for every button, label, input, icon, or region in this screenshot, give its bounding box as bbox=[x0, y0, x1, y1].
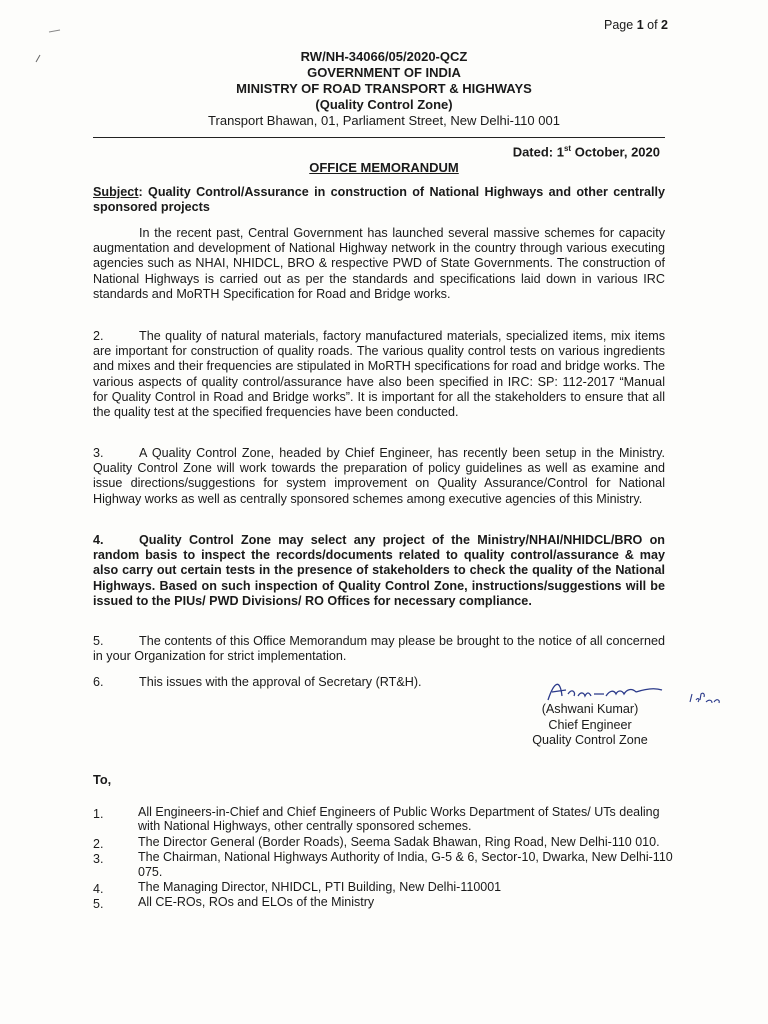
paragraph-3: 3. A Quality Control Zone, headed by Chief Engineer, has recently been setup in the Ministry. Quality Control Zone will work towards the preparation of policy guidelines as well as examine and issue directions/suggestions for system improvement on Quality Assurance/Control for National Highway works as well as centrally sponsored schemes among executive agencies of this Ministry. bbox=[93, 446, 665, 506]
paragraph-5: 5. The contents of this Office Memorandum may please be brought to the notice of all concerned in your Organization for strict implementation. bbox=[93, 634, 665, 664]
header-ministry: MINISTRY OF ROAD TRANSPORT & HIGHWAYS bbox=[236, 81, 532, 96]
page-number: Page 1 of 2 bbox=[604, 18, 668, 32]
subject-line: Subject: Quality Control/Assurance in construction of National Highways and other centrally sponsored projects bbox=[93, 185, 665, 215]
list-item: 4. The Managing Director, NHIDCL, PTI Building, New Delhi-110001 bbox=[93, 880, 502, 897]
paragraph-1: In the recent past, Central Government has launched several massive schemes for capacity augmentation and development of National Highway network in the country through various executing agencies such as NHAI, NHIDCL, BRO & respective PWD of State Governments. The construction of National Highways is carried out as per the standards and specifications laid down in various IRC standards and MoRTH Specification for Road and Bridge works. bbox=[93, 226, 665, 301]
list-item: 3. The Chairman, National Highways Authority of India, G-5 & 6, Sector-10, Dwarka, New Delhi-110 075. bbox=[93, 850, 673, 879]
paragraph-6: 6. This issues with the approval of Secretary (RT&H). bbox=[93, 675, 422, 689]
signatory-office: Quality Control Zone bbox=[532, 733, 648, 747]
memo-date: Dated: 1st October, 2020 bbox=[512, 144, 660, 160]
scan-mark-icon bbox=[48, 28, 62, 34]
signatory-name: (Ashwani Kumar) bbox=[541, 702, 639, 716]
signature-block bbox=[500, 702, 680, 749]
header-divider bbox=[93, 137, 665, 138]
header-zone: (Quality Control Zone) bbox=[315, 97, 453, 112]
recipient-list bbox=[93, 805, 673, 911]
header-government: GOVERNMENT OF INDIA bbox=[307, 65, 461, 80]
reference-number: RW/NH-34066/05/2020-QCZ bbox=[300, 49, 468, 64]
list-item: 2. The Director General (Border Roads), Seema Sadak Bhawan, Ring Road, New Delhi-110 010. bbox=[93, 834, 660, 851]
header-address: Transport Bhawan, 01, Parliament Street, New Delhi-110 001 bbox=[208, 113, 560, 128]
paragraph-4: 4. Quality Control Zone may select any project of the Ministry/NHAI/NHIDCL/BRO on random basis to inspect the records/documents related to quality control/assurance & may also carry out certain tests in the presence of stakeholders to check the quality of the National Highways. Based on such inspection of Quality Control Zone, instructions/suggestions will be issued to the PIUs/ PWD Divisions/ RO Offices for necessary compliance. bbox=[93, 533, 665, 608]
paragraph-2: 2. The quality of natural materials, factory manufactured materials, specialized items, mix items are important for construction of quality roads. The various quality control tests on various ingredients and mixes and their frequencies are stipulated in MoRTH specifications for road and bridge works. The various aspects of quality control/assurance have also been specified in IRC: SP: 112-2017 “Manual for Quality Control in Road and Bridge works”. It is important for all the stakeholders to ensure that all the quality test at the specified frequencies have been conducted. bbox=[93, 329, 665, 420]
signatory-designation: Chief Engineer bbox=[548, 717, 632, 732]
memo-title: OFFICE MEMORANDUM bbox=[309, 160, 459, 175]
list-item: 5. All CE-ROs, ROs and ELOs of the Ministry bbox=[93, 895, 375, 912]
list-item: 1. All Engineers-in-Chief and Chief Engineers of Public Works Department of States/ UTs dealing with National Highways, other centrally sponsored schemes. bbox=[93, 805, 660, 834]
letterhead bbox=[0, 49, 768, 129]
to-label: To, bbox=[93, 772, 112, 787]
